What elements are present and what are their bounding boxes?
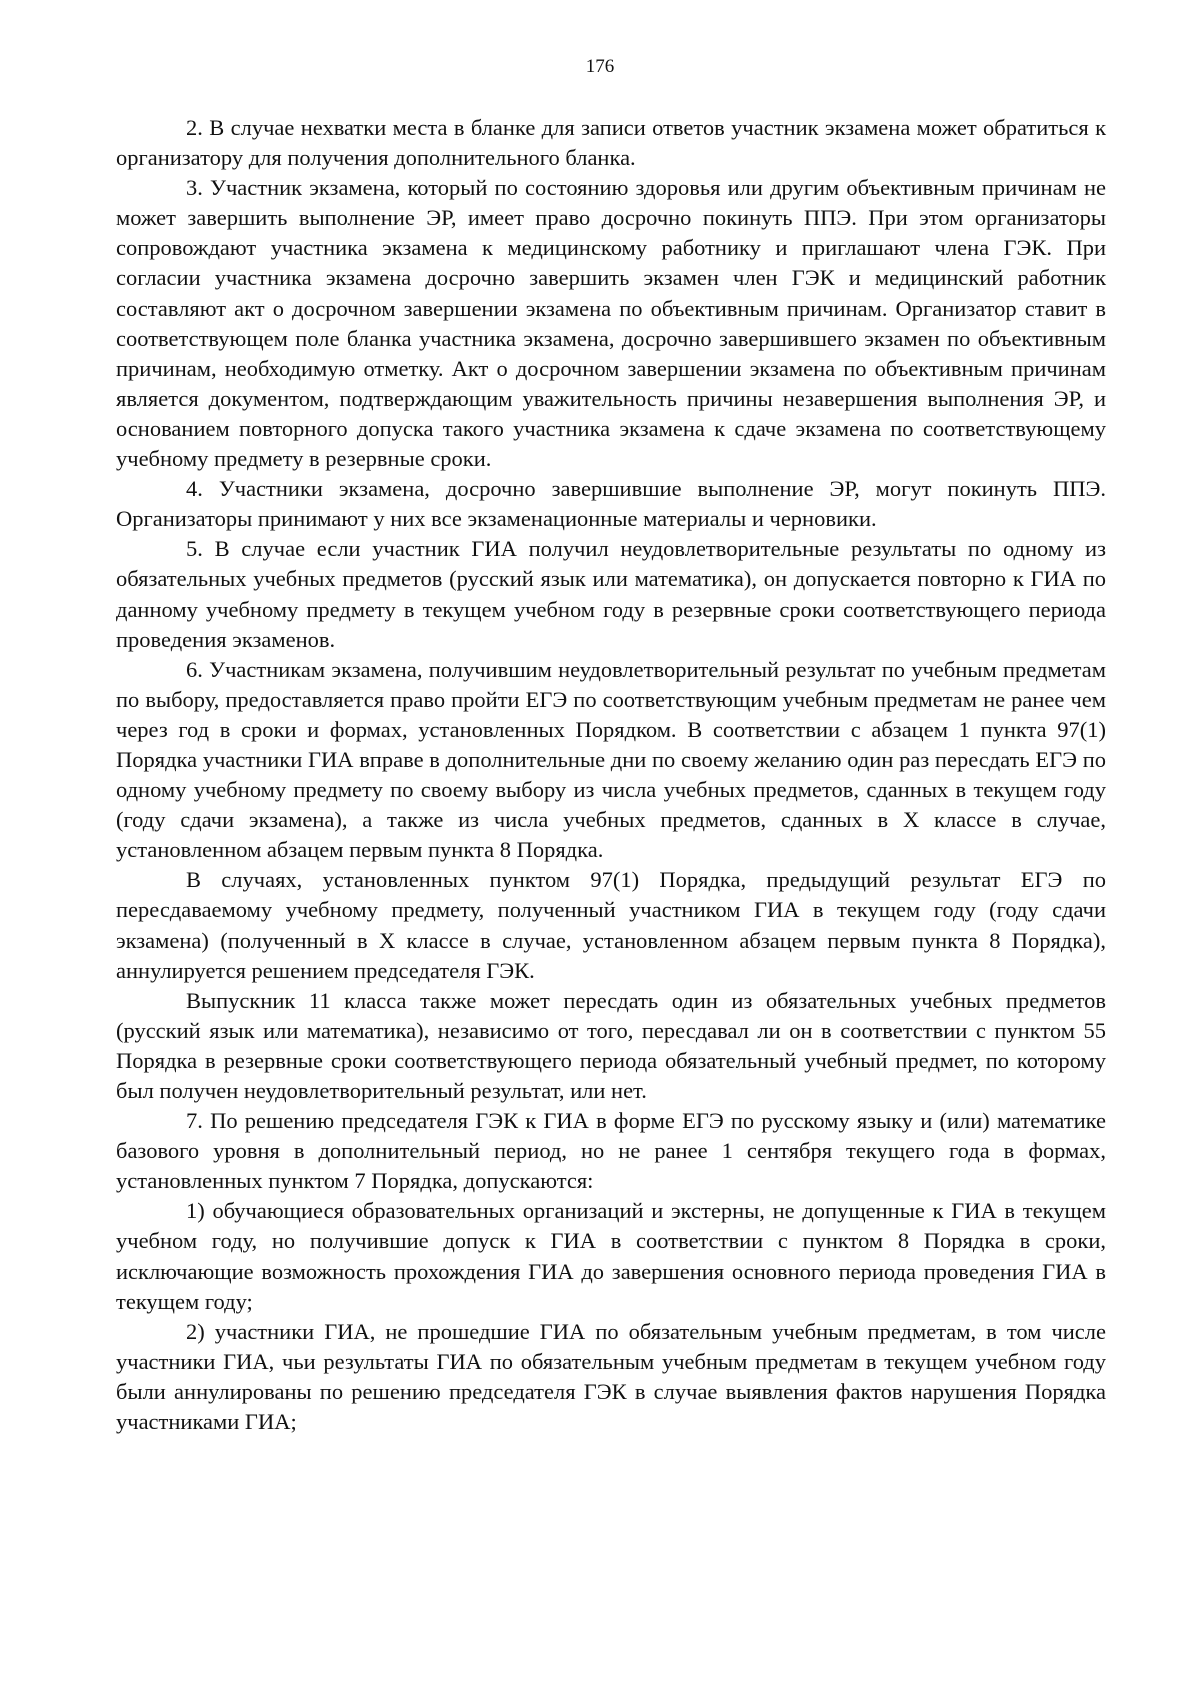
- document-body: [116, 113, 1106, 1437]
- paragraph-5-reserve-dates: 5. В случае если участник ГИА получил неудовлетворительные результаты по одному из обязательных учебных предметов (русский язык или математика), он допускается повторно к ГИА по данному учебному предмету в текущем учебном году в резервные сроки соответствующего периода проведения экзаменов.: [116, 536, 1106, 652]
- page-number: 176: [585, 56, 615, 77]
- list-item-2-participants: 2) участники ГИА, не прошедшие ГИА по обязательным учебным предметам, в том числе участники ГИА, чьи результаты ГИА по обязательным учебным предметам в текущем учебном году были аннулированы по решению председателя ГЭК в случае выявления фактов нарушения Порядка участниками ГИА;: [116, 1318, 1106, 1435]
- paragraph-7-additional-period: 7. По решению председателя ГЭК к ГИА в форме ЕГЭ по русскому языку и (или) математике базового уровня в дополнительный период, но не ранее 1 сентября текущего года в формах, установленных пунктом 7 Порядка, допускаются:: [116, 1108, 1106, 1194]
- paragraph-2-extra-blank: 2. В случае нехватки места в бланке для записи ответов участник экзамена может обратиться к организатору для получения дополнительного бланка.: [116, 115, 1106, 171]
- paragraph-6-elective-retake: 6. Участникам экзамена, получившим неудовлетворительный результат по учебным предметам по выбору, предоставляется право пройти ЕГЭ по соответствующим учебным предметам не ранее чем через год в сроки и формах, установленных Порядком. В соответствии с абзацем 1 пункта 97(1) Порядка участники ГИА вправе в дополнительные дни по своему желанию один раз пересдать ЕГЭ по одному учебному предмету по своему выбору из числа учебных предметов, сданных в текущем году (году сдачи экзамена), а также из числа учебных предметов, сданных в X классе в случае, установленном абзацем первым пункта 8 Порядка.: [116, 656, 1106, 863]
- paragraph-4-leaving-ppe: 4. Участники экзамена, досрочно завершившие выполнение ЭР, могут покинуть ППЭ. Организаторы принимают у них все экзаменационные материалы и черновики.: [116, 476, 1106, 532]
- paragraph-previous-result-cancelled: В случаях, установленных пунктом 97(1) Порядка, предыдущий результат ЕГЭ по пересдаваемому учебному предмету, полученный участником ГИА в текущем году (году сдачи экзамена) (полученный в X классе в случае, установленном абзацем первым пункта 8 Порядка), аннулируется решением председателя ГЭК.: [116, 867, 1106, 983]
- paragraph-graduate-retake: Выпускник 11 класса также может пересдать один из обязательных учебных предметов (русский язык или математика), независимо от того, пересдавал ли он в соответствии с пунктом 55 Порядка в резервные сроки соответствующего периода обязательный учебный предмет, по которому был получен неудовлетворительный результат, или нет.: [116, 987, 1106, 1103]
- list-item-1-students: 1) обучающиеся образовательных организаций и экстерны, не допущенные к ГИА в текущем учебном году, но получившие допуск к ГИА в соответствии с пунктом 8 Порядка в сроки, исключающие возможность прохождения ГИА до завершения основного периода проведения ГИА в текущем году;: [116, 1198, 1106, 1314]
- paragraph-3-early-completion: 3. Участник экзамена, который по состоянию здоровья или другим объективным причинам не может завершить выполнение ЭР, имеет право досрочно покинуть ППЭ. При этом организаторы сопровождают участника экзамена к медицинскому работнику и приглашают члена ГЭК. При согласии участника экзамена досрочно завершить экзамен член ГЭК и медицинский работник составляют акт о досрочном завершении экзамена по объективным причинам. Организатор ставит в соответствующем поле бланка участника экзамена, досрочно завершившего экзамен по объективным причинам, необходимую отметку. Акт о досрочном завершении экзамена по объективным причинам является документом, подтверждающим уважительность причины незавершения выполнения ЭР, и основанием повторного допуска такого участника экзамена к сдаче экзамена по соответствующему учебному предмету в резервные сроки.: [116, 175, 1106, 472]
